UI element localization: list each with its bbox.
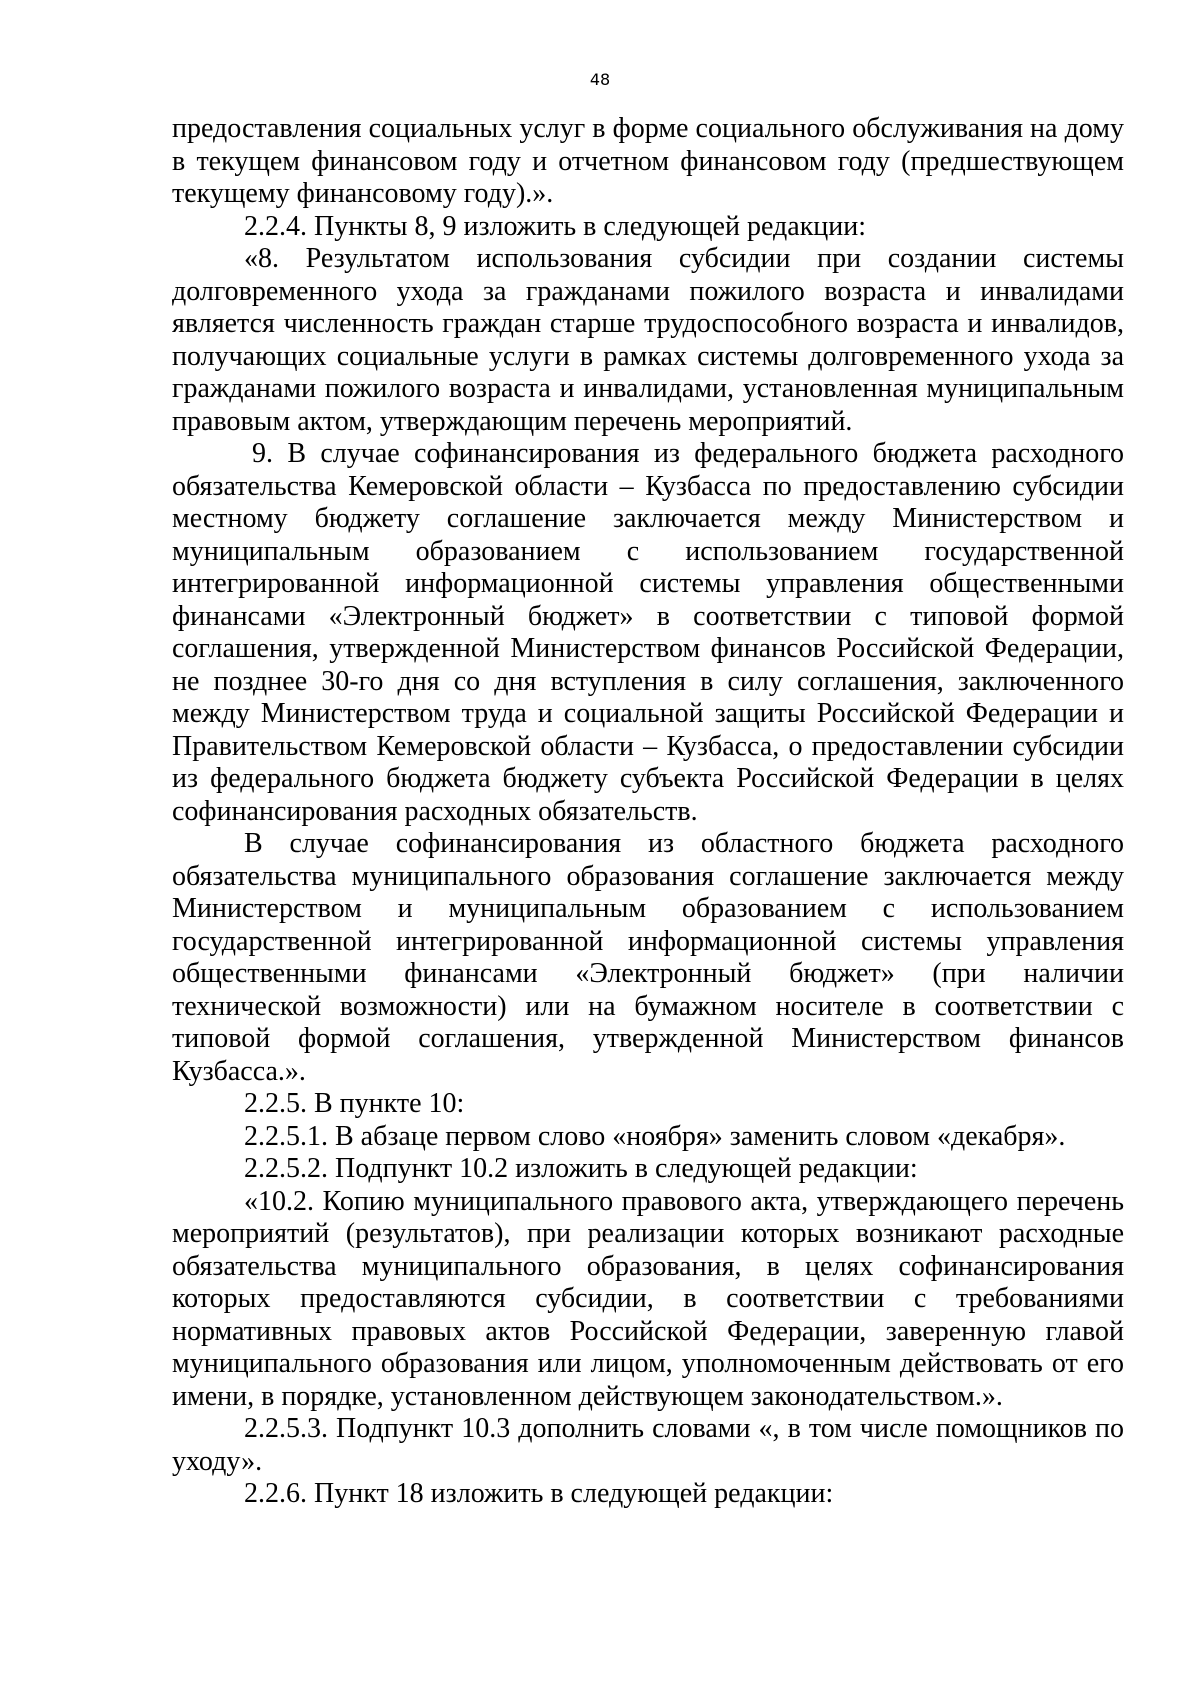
paragraph-item-8: «8. Результатом использования субсидии при создании системы долговременного ухода за гражданами пожилого возраста и инвалидами является численность граждан старше трудоспособного возраста и инвалидов, получающих социальные услуги в рамках системы долговременного ухода за гражданами пожилого возраста и инвалидами, установленная муниципальным правовым актом, утверждающим перечень мероприятий.	[172, 243, 1124, 437]
paragraph-2-2-4: 2.2.4. Пункты 8, 9 изложить в следующей редакции:	[244, 210, 867, 242]
paragraph-item-10-2: «10.2. Копию муниципального правового акта, утверждающего перечень мероприятий (результатов), при реализации которых возникают расходные обязательства муниципального образования, в целях софинансирования которых предоставляются субсидии, в соответствии с требованиями нормативных правовых актов Российской Федерации, заверенную главой муниципального образования или лицом, уполномоченным действовать от его имени, в порядке, установленном действующем законодательством.».	[172, 1185, 1124, 1412]
page-number: 48	[589, 70, 611, 89]
paragraph-2-2-5-2: 2.2.5.2. Подпункт 10.2 изложить в следующей редакции:	[244, 1153, 918, 1184]
paragraph-2-2-5: 2.2.5. В пункте 10:	[244, 1088, 465, 1119]
paragraph-item-9: 9. В случае софинансирования из федерального бюджета расходного обязательства Кемеровской области – Кузбасса по предоставлению субсидии местному бюджету соглашение заключается между Министерством и муниципальным образованием с использованием государственной интегрированной информационной системы управления общественными финансами «Электронный бюджет» в соответствии с типовой формой соглашения, утвержденной Министерством финансов Российской Федерации, не позднее 30-го дня со дня вступления в силу соглашения, заключенного между Министерством труда и социальной защиты Российской Федерации и Правительством Кемеровской области – Кузбасса, о предоставлении субсидии из федерального бюджета бюджету субъекта Российской Федерации в целях софинансирования расходных обязательств.	[172, 438, 1124, 827]
paragraph-continuation: предоставления социальных услуг в форме социального обслуживания на дому в текущем финансовом году и отчетном финансовом году (предшествующем текущему финансовому году).».	[172, 113, 1124, 209]
paragraph-2-2-6: 2.2.6. Пункт 18 изложить в следующей редакции:	[244, 1478, 834, 1509]
paragraph-2-2-5-3: 2.2.5.3. Подпункт 10.3 дополнить словами «, в том числе помощников по уходу».	[172, 1413, 1124, 1477]
paragraph-regional-cofinancing: В случае софинансирования из областного бюджета расходного обязательства муниципального образования соглашение заключается между Министерством и муниципальным образованием с использованием государственной интегрированной информационной системы управления общественными финансами «Электронный бюджет» (при наличии технической возможности) или на бумажном носителе в соответствии с типовой формой соглашения, утвержденной Министерством финансов Кузбасса.».	[172, 828, 1124, 1087]
document-body	[172, 113, 1124, 1511]
paragraph-2-2-5-1: 2.2.5.1. В абзаце первом слово «ноября» заменить словом «декабря».	[244, 1120, 1066, 1152]
